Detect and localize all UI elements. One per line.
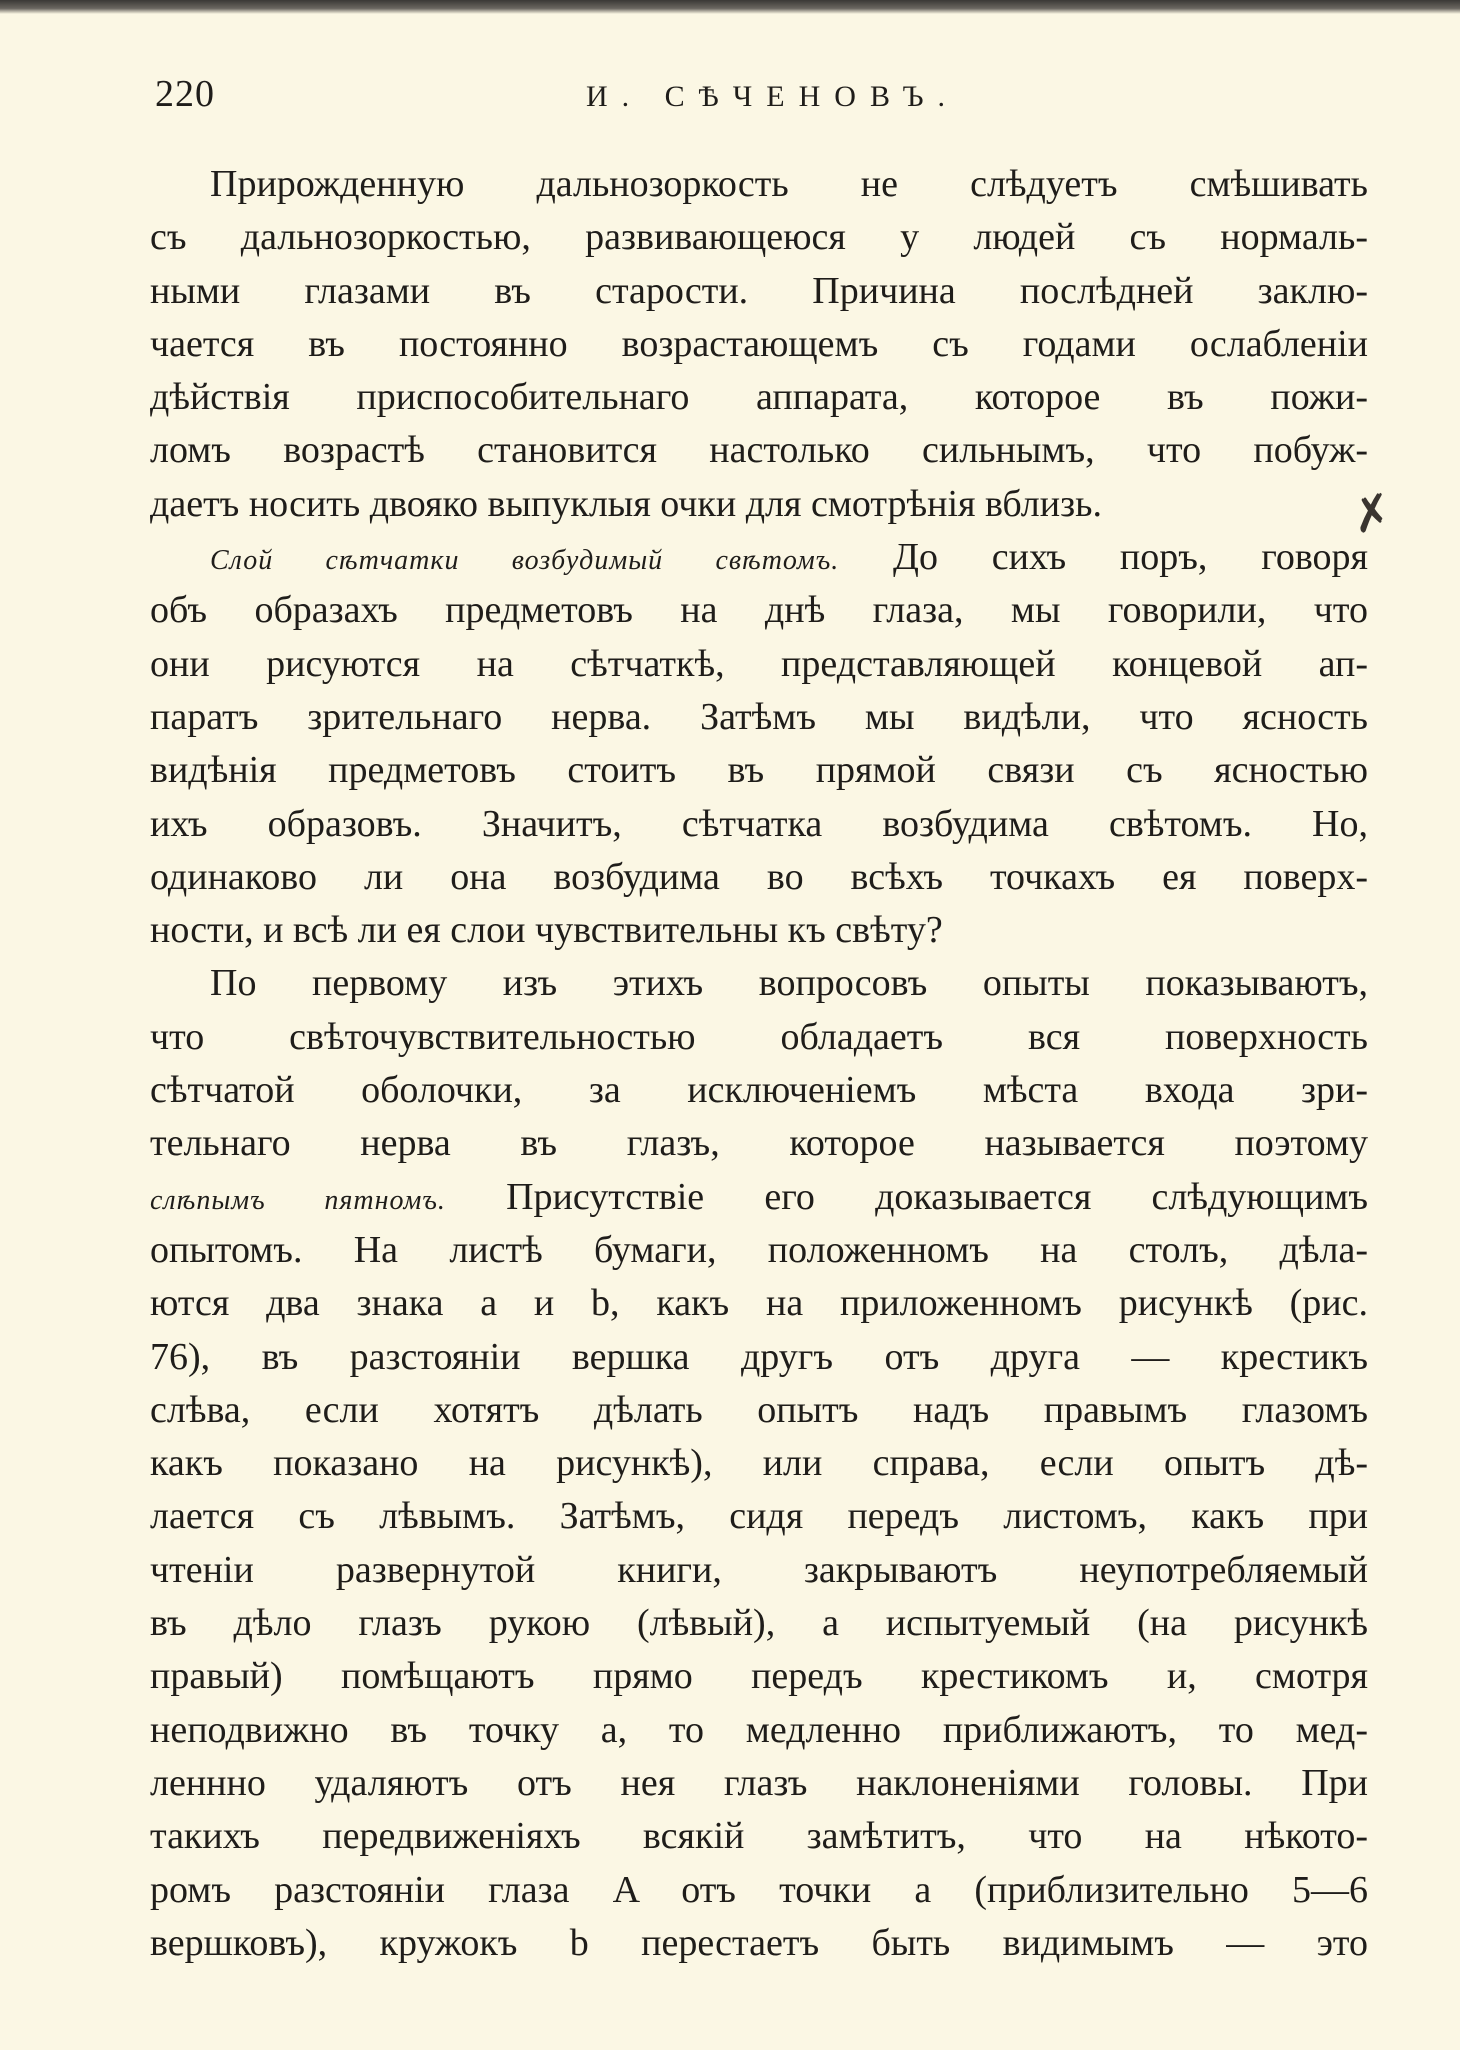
text-line: что свѣточувствительностью обладаетъ вся поверхность [150, 1015, 1368, 1058]
text-line: такихъ передвиженіяхъ всякій замѣтитъ, что на нѣкото- [150, 1815, 1368, 1858]
page-number: 220 [155, 73, 215, 115]
text-line: слѣва, если хотятъ дѣлать опытъ надъ правымъ глазомъ [150, 1388, 1368, 1431]
text-line: въ дѣло глазъ рукою (лѣвый), а испытуемый (на рисункѣ [150, 1602, 1368, 1645]
body-text [150, 158, 1368, 1970]
text-line: чтеніи развернутой книги, закрываютъ неупотребляемый [150, 1548, 1368, 1591]
text-line: сѣтчатой оболочки, за исключеніемъ мѣста входа зри- [150, 1069, 1368, 1112]
text-line: ломъ возрастѣ становится настолько сильнымъ, что побуж- [150, 429, 1368, 472]
pencil-cross-mark-icon: ✗ [1346, 482, 1398, 546]
text-line-rest: До сихъ поръ, говоря [839, 536, 1368, 579]
text-line: леннно удаляютъ отъ нея глазъ наклоненіями головы. При [150, 1761, 1368, 1804]
text-line: ихъ образовъ. Значитъ, сѣтчатка возбудима свѣтомъ. Но, [150, 802, 1368, 845]
text-line: 76), въ разстояніи вершка другъ отъ друга — крестикъ [150, 1335, 1368, 1378]
text-line: какъ показано на рисункѣ), или справа, если опытъ дѣ- [150, 1442, 1368, 1485]
text-line: дѣйствія приспособительнаго аппарата, которое въ пожи- [150, 376, 1368, 419]
text-line: неподвижно въ точку a, то медленно приближаютъ, то мед- [150, 1708, 1368, 1751]
text-line: объ образахъ предметовъ на днѣ глаза, мы говорили, что [150, 589, 1368, 632]
text-line-with-heading [150, 531, 1368, 584]
text-line: видѣнія предметовъ стоитъ въ прямой связи съ ясностью [150, 749, 1368, 792]
text-line: паратъ зрительнаго нерва. Затѣмъ мы видѣли, что ясность [150, 695, 1368, 738]
text-line: ромъ разстояніи глаза A отъ точки a (приблизительно 5—6 [150, 1868, 1368, 1911]
text-line: вершковъ), кружокъ b перестаетъ быть видимымъ — это [150, 1921, 1368, 1964]
text-line: правый) помѣщаютъ прямо передъ крестикомъ и, смотря [150, 1655, 1368, 1698]
text-line: одинаково ли она возбудима во всѣхъ точкахъ ея поверх- [150, 855, 1368, 898]
section-heading: Слой сѣтчатки возбудимый свѣтомъ. [210, 545, 840, 577]
running-head: И. СѢЧЕНОВЪ. [586, 80, 960, 113]
text-line: ными глазами въ старости. Причина послѣдней заклю- [150, 269, 1368, 312]
text-line: Прирожденную дальнозоркость не слѣдуетъ смѣшивать [210, 163, 1368, 205]
text-line: По первому изъ этихъ вопросовъ опыты показываютъ, [210, 962, 1368, 1005]
text-line-with-term [150, 1171, 1368, 1224]
text-line: ности, и всѣ ли ея слои чувствительны къ свѣту? [150, 909, 943, 952]
text-line: чается въ постоянно возрастающемъ съ годами ослабленіи [150, 322, 1368, 365]
text-line: ются два знака a и b, какъ на приложенномъ рисункѣ (рис. [150, 1282, 1368, 1325]
text-line: даетъ носить двояко выпуклыя очки для смотрѣнія вблизь. [150, 482, 1102, 525]
text-line-rest: Присутствіе его доказывается слѣдующимъ [445, 1175, 1368, 1218]
term-blind-spot: слѣпымъ пятномъ. [150, 1184, 446, 1216]
text-line: опытомъ. На листѣ бумаги, положенномъ на столъ, дѣла- [150, 1228, 1368, 1271]
text-line: они рисуются на сѣтчаткѣ, представляющей концевой ап- [150, 642, 1368, 685]
text-line: съ дальнозоркостью, развивающеюся у людей съ нормаль- [150, 216, 1368, 259]
text-line: лается съ лѣвымъ. Затѣмъ, сидя передъ листомъ, какъ при [150, 1495, 1368, 1538]
text-line: тельнаго нерва въ глазъ, которое называется поэтому [150, 1122, 1368, 1165]
